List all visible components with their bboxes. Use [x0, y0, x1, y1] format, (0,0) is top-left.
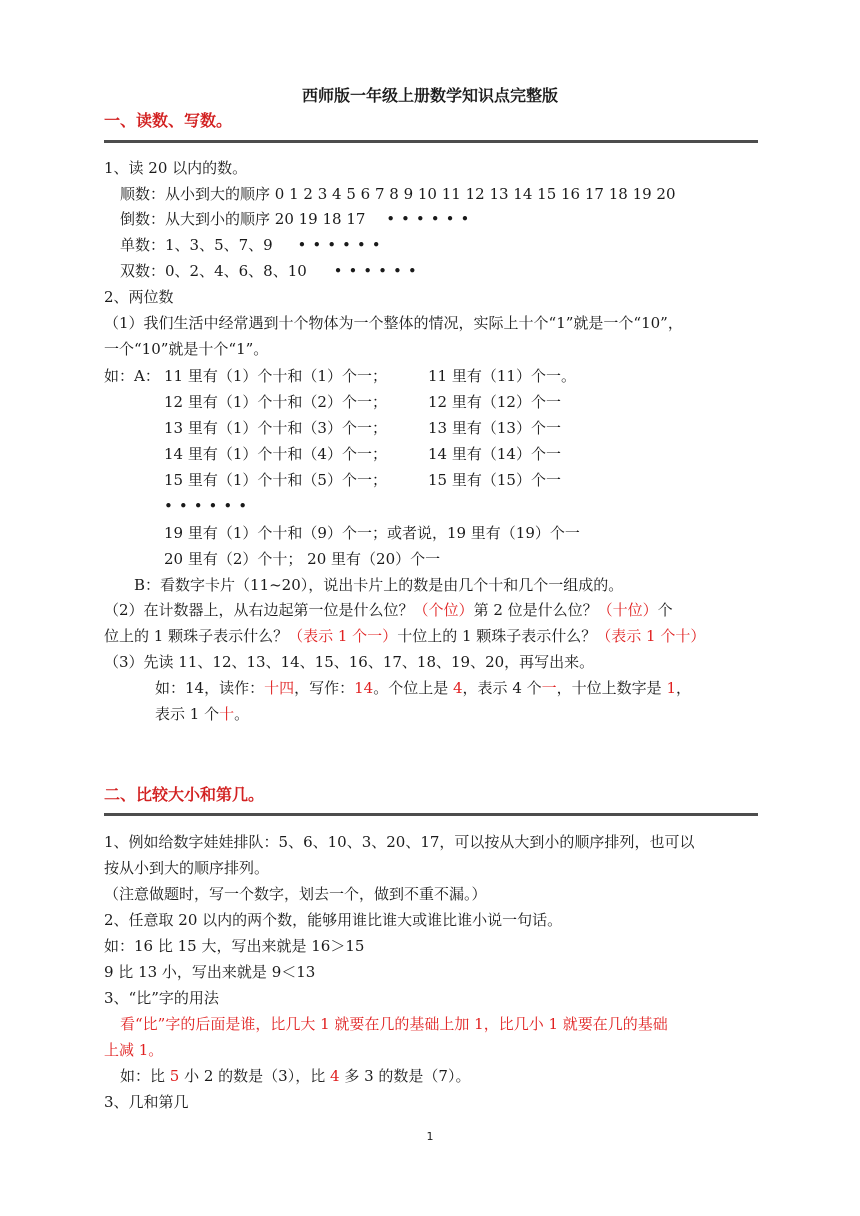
answer-highlight: 十四	[264, 679, 295, 697]
answer-highlight: （十位）	[597, 601, 658, 619]
answer-highlight: 一	[541, 679, 557, 697]
section-1-divider	[104, 140, 758, 143]
text: ，表示 4 个	[462, 679, 542, 697]
example-row: 15 里有（1）个十和（5）个一；	[164, 471, 387, 489]
answer-highlight: （表示 1 个一）	[288, 627, 398, 645]
section-2-divider	[104, 813, 758, 816]
answer-highlight: （个位）	[413, 601, 474, 619]
paragraph-2-line-2	[104, 626, 705, 646]
s2-example	[120, 1066, 470, 1086]
text: 如：14，读作：	[155, 679, 265, 697]
subsection-2-label: 2、两位数	[104, 288, 174, 306]
subsection-1-label: 1、读 20 以内的数。	[104, 159, 248, 177]
paragraph-3: （3）先读 11、12、13、14、15、16、17、18、19、20，再写出来。	[104, 653, 595, 671]
text: 多 3 的数是（7）。	[339, 1067, 471, 1085]
s2-line-6: 9 比 13 小，写出来就是 9＜13	[104, 963, 316, 981]
answer-highlight: 14	[354, 679, 374, 697]
example-row: 13 里有（1）个十和（3）个一；	[164, 419, 387, 437]
even-numbers-line	[120, 261, 423, 281]
rule-highlight-line-1: 看“比”字的后面是谁，比几大 1 就要在几的基础上加 1，比几小 1 就要在几的基础	[120, 1015, 668, 1033]
example-row-20: 20 里有（2）个十； 20 里有（20）个一	[164, 550, 441, 568]
text: （2）在计数器上，从右边起第一位是什么位？	[104, 601, 414, 619]
example-prefix: 如：A：	[104, 367, 160, 385]
even-text: 双数：0、2、4、6、8、10	[120, 262, 307, 280]
reverse-text: 倒数：从大到小的顺序 20 19 18 17	[120, 210, 366, 228]
ellipsis-dots: ••••••	[386, 210, 476, 228]
example-b-line: B：看数字卡片（11~20），说出卡片上的数是由几个十和几个一组成的。	[134, 576, 624, 594]
ellipsis-dots: ••••••	[333, 262, 423, 280]
paragraph-3-example-line-2	[155, 704, 249, 724]
document-title: 西师版一年级上册数学知识点完整版	[301, 86, 558, 105]
example-row: 11 里有（1）个十和（1）个一；	[164, 367, 387, 385]
text: 十位上的 1 颗珠子表示什么？	[397, 627, 597, 645]
example-row-alt: 11 里有（11）个一。	[428, 367, 576, 385]
answer-highlight: 1	[666, 679, 676, 697]
ellipsis-dots: ••••••	[297, 236, 387, 254]
example-row: 14 里有（1）个十和（4）个一；	[164, 445, 387, 463]
s2-line-7: 3、“比”字的用法	[104, 989, 219, 1007]
answer-highlight: 5	[169, 1067, 180, 1085]
text: ，	[675, 679, 691, 697]
rule-highlight-line-2: 上减 1。	[104, 1041, 164, 1059]
ellipsis-dots: ••••••	[164, 497, 254, 515]
paragraph-1-line-1: （1）我们生活中经常遇到十个物体为一个整体的情况，实际上十个“1”就是一个“10”，	[104, 314, 683, 332]
text: ，十位上数字是	[556, 679, 667, 697]
s2-line-5: 如：16 比 15 大，写出来就是 16＞15	[104, 937, 365, 955]
text: 小 2 的数是（3），比	[179, 1067, 330, 1085]
s2-line-8: 3、几和第几	[104, 1093, 189, 1111]
odd-numbers-line	[120, 235, 387, 255]
paragraph-1-line-2: 一个“10”就是十个“1”。	[104, 340, 269, 358]
answer-highlight: 十	[219, 705, 235, 723]
reverse-sequence-line	[120, 209, 475, 229]
section-2-heading: 二、比较大小和第几。	[104, 785, 265, 804]
s2-note: （注意做题时，写一个数字，划去一个，做到不重不漏。）	[104, 885, 487, 903]
s2-line-1: 1、例如给数字娃娃排队：5、6、10、3、20、17，可以按从大到小的顺序排列，也可以	[104, 833, 695, 851]
answer-highlight: 4	[453, 679, 463, 697]
paragraph-3-example-line-1	[155, 678, 691, 698]
example-row-alt: 13 里有（13）个一	[428, 419, 561, 437]
answer-highlight: （表示 1 个十）	[596, 627, 706, 645]
s2-line-4: 2、任意取 20 以内的两个数，能够用谁比谁大或谁比谁小说一句话。	[104, 911, 563, 929]
text: 第 2 位是什么位？	[473, 601, 598, 619]
text: ，写作：	[294, 679, 355, 697]
text: 。个位上是	[373, 679, 453, 697]
text: 。	[234, 705, 250, 723]
text: 个	[657, 601, 673, 619]
example-row: 12 里有（1）个十和（2）个一；	[164, 393, 387, 411]
s2-line-2: 按从小到大的顺序排列。	[104, 859, 270, 877]
example-row-alt: 14 里有（14）个一	[428, 445, 561, 463]
paragraph-2-line-1	[104, 600, 673, 620]
text: 位上的 1 颗珠子表示什么？	[104, 627, 289, 645]
example-row-alt: 12 里有（12）个一	[428, 393, 561, 411]
page-number: 1	[426, 1130, 434, 1143]
odd-text: 单数：1、3、5、7、9	[120, 236, 273, 254]
section-1-heading: 一、读数、写数。	[104, 111, 233, 130]
answer-highlight: 4	[330, 1067, 340, 1085]
text: 如：比	[120, 1067, 170, 1085]
example-row-alt: 15 里有（15）个一	[428, 471, 561, 489]
example-row-19: 19 里有（1）个十和（9）个一；或者说，19 里有（19）个一	[164, 524, 580, 542]
ordinal-sequence-line: 顺数：从小到大的顺序 0 1 2 3 4 5 6 7 8 9 10 11 12 13 14 15 16 17 18 19 20	[120, 185, 676, 203]
text: 表示 1 个	[155, 705, 220, 723]
